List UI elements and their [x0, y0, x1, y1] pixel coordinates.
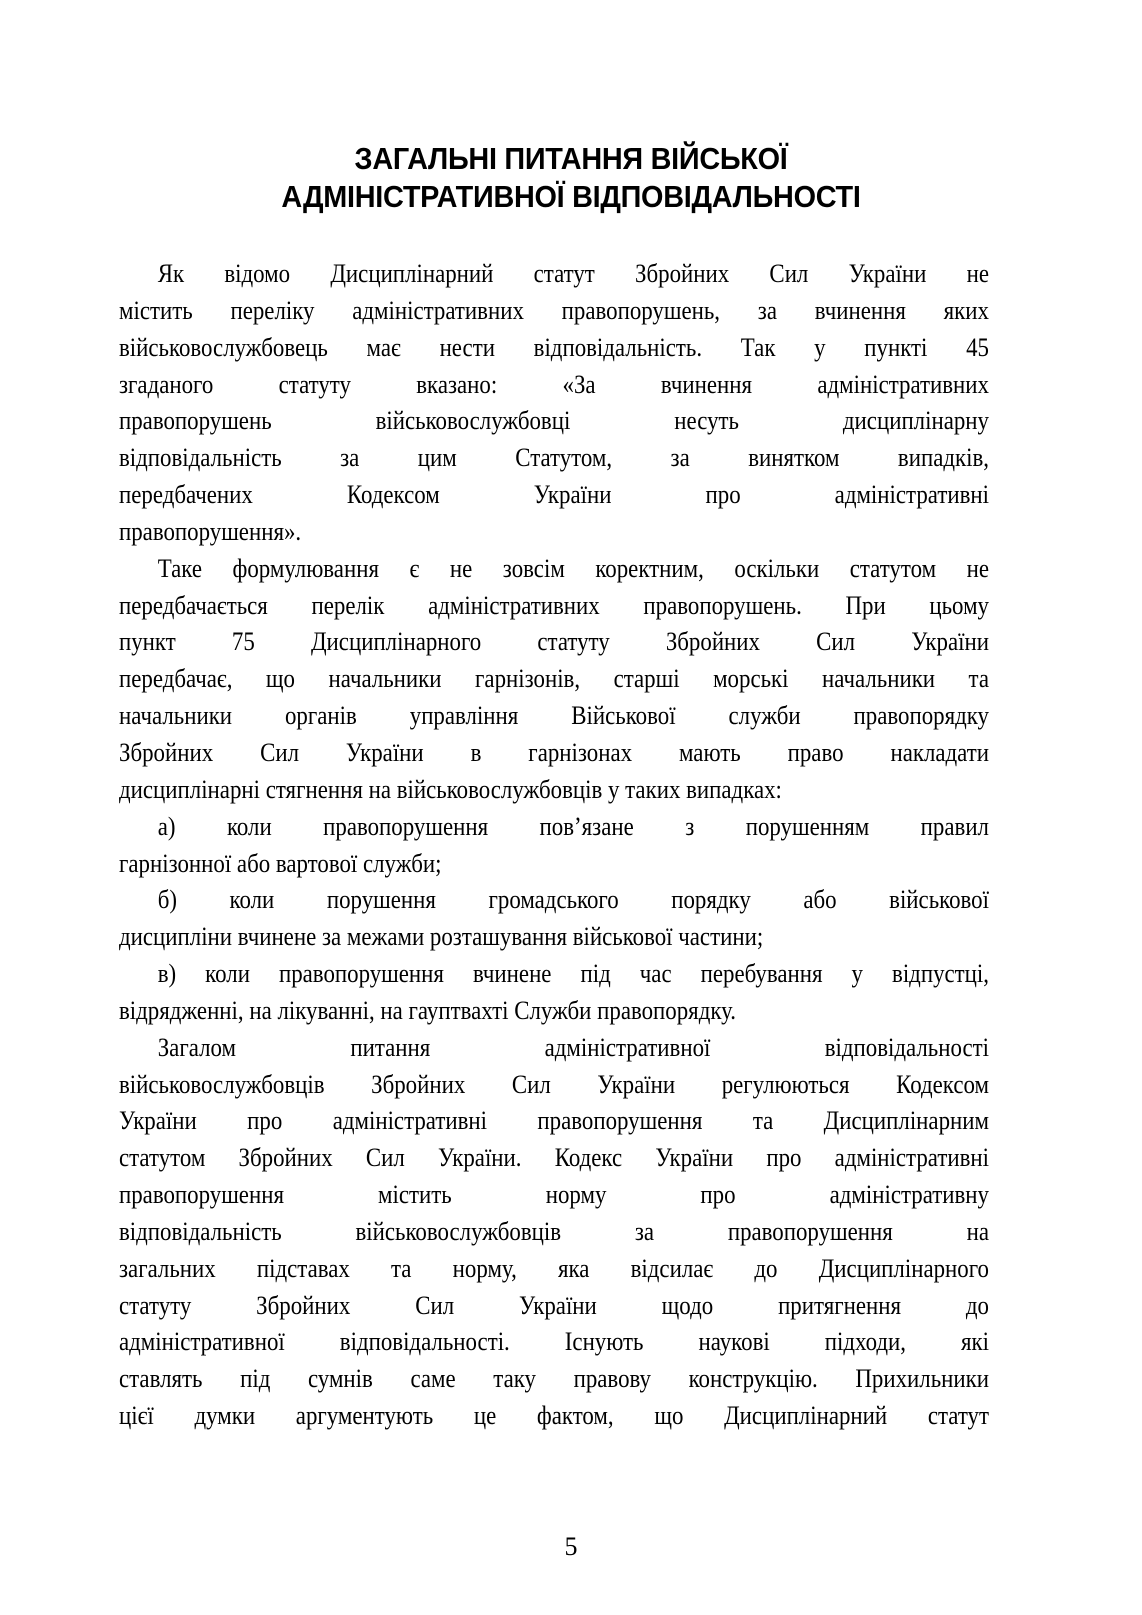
text-line [119, 477, 989, 514]
text-line-content: правопорушення містить норму про адміністративну [119, 1180, 989, 1210]
text-line-content: б) коли порушення громадського порядку або військової [157, 885, 989, 915]
text-line-content: загальних підставах та норму, яка відсилає до Дисциплінарного [119, 1253, 989, 1283]
text-line-content: дисципліни вчинене за межами розташування військової частини; [119, 922, 764, 952]
text-line [119, 1067, 989, 1104]
text-line [119, 956, 989, 993]
text-line-content: передбачених Кодексом України про адміністративні [119, 480, 989, 510]
text-line-content: згаданого статуту вказано: «За вчинення адміністративних [119, 369, 989, 399]
text-line-content: відповідальність військовослужбовців за правопорушення на [119, 1216, 989, 1246]
text-line-content: Загалом питання адміністративної відповідальності [157, 1032, 989, 1062]
text-line [119, 256, 989, 293]
title-line-2: АДМІНІСТРАТИВНОЇ ВІДПОВІДАЛЬНОСТІ [281, 179, 861, 214]
text-line [119, 1251, 989, 1288]
text-line-content: правопорушення». [119, 516, 302, 546]
text-line-content: відповідальність за цим Статутом, за винятком випадків, [119, 443, 989, 473]
text-line [119, 293, 989, 330]
text-line-content: статутом Збройних Сил України. Кодекс України про адміністративні [119, 1143, 989, 1173]
text-line [119, 809, 989, 846]
page-title [0, 140, 1142, 216]
text-line-content: в) коли правопорушення вчинене під час перебування у відпустці, [157, 959, 989, 989]
text-line-content: передбачає, що начальники гарнізонів, старші морські начальники та [119, 664, 989, 694]
text-line [119, 330, 989, 367]
text-line [119, 588, 989, 625]
text-line [119, 1398, 989, 1435]
text-line [119, 1140, 989, 1177]
text-line [119, 1324, 989, 1361]
text-line-content: України про адміністративні правопорушення та Дисциплінарним [119, 1106, 989, 1136]
text-line [119, 514, 989, 551]
text-line-content: адміністративної відповідальності. Існують наукові підходи, які [119, 1327, 989, 1357]
text-line-content: передбачається перелік адміністративних правопорушень. При цьому [119, 590, 989, 620]
text-line [119, 1214, 989, 1251]
text-line [119, 661, 989, 698]
text-line-content: пункт 75 Дисциплінарного статуту Збройних Сил України [119, 627, 989, 657]
text-line [119, 551, 989, 588]
text-line-content: ставлять під сумнів саме таку правову конструкцію. Прихильники [119, 1364, 989, 1394]
text-line-content: статуту Збройних Сил України щодо притягнення до [119, 1290, 989, 1320]
text-line [119, 993, 989, 1030]
text-line [119, 919, 989, 956]
text-line [119, 882, 989, 919]
text-line [119, 735, 989, 772]
text-line [119, 1103, 989, 1140]
text-line [119, 440, 989, 477]
text-line-content: Збройних Сил України в гарнізонах мають право накладати [119, 737, 989, 767]
text-line [119, 1361, 989, 1398]
text-line-content: Як відомо Дисциплінарний статут Збройних Сил України не [157, 259, 989, 288]
text-line-content: Таке формулювання є не зовсім коректним, оскільки статутом не [157, 553, 989, 583]
text-line-content: гарнізонної або вартової служби; [119, 848, 442, 878]
text-line [119, 698, 989, 735]
title-line-1: ЗАГАЛЬНІ ПИТАННЯ ВІЙСЬКОЇ [354, 141, 788, 176]
text-line [119, 403, 989, 440]
page-number: 5 [564, 1532, 578, 1561]
text-line-content: цієї думки аргументують це фактом, що Дисциплінарний статут [119, 1401, 989, 1431]
text-line-content: військовослужбовець має нести відповідальність. Так у пункті 45 [119, 332, 989, 362]
text-line [119, 624, 989, 661]
text-line-content: а) коли правопорушення пов’язане з порушенням правил [157, 811, 989, 841]
text-line [119, 1177, 989, 1214]
text-line [119, 1030, 989, 1067]
text-line [119, 1288, 989, 1325]
text-line-content: начальники органів управління Військової служби правопорядку [119, 701, 989, 731]
text-line-content: правопорушень військовослужбовці несуть дисциплінарну [119, 406, 989, 436]
text-line [119, 772, 989, 809]
text-line-content: містить переліку адміністративних правопорушень, за вчинення яких [119, 295, 989, 325]
text-line [119, 367, 989, 404]
text-line-content: дисциплінарні стягнення на військовослужбовців у таких випадках: [119, 774, 782, 804]
text-line-content: відрядженні, на лікуванні, на гауптвахті Служби правопорядку. [119, 995, 737, 1025]
text-line [119, 846, 989, 883]
body-text [119, 256, 989, 1435]
text-line-content: військовослужбовців Збройних Сил України регулюються Кодексом [119, 1069, 989, 1099]
